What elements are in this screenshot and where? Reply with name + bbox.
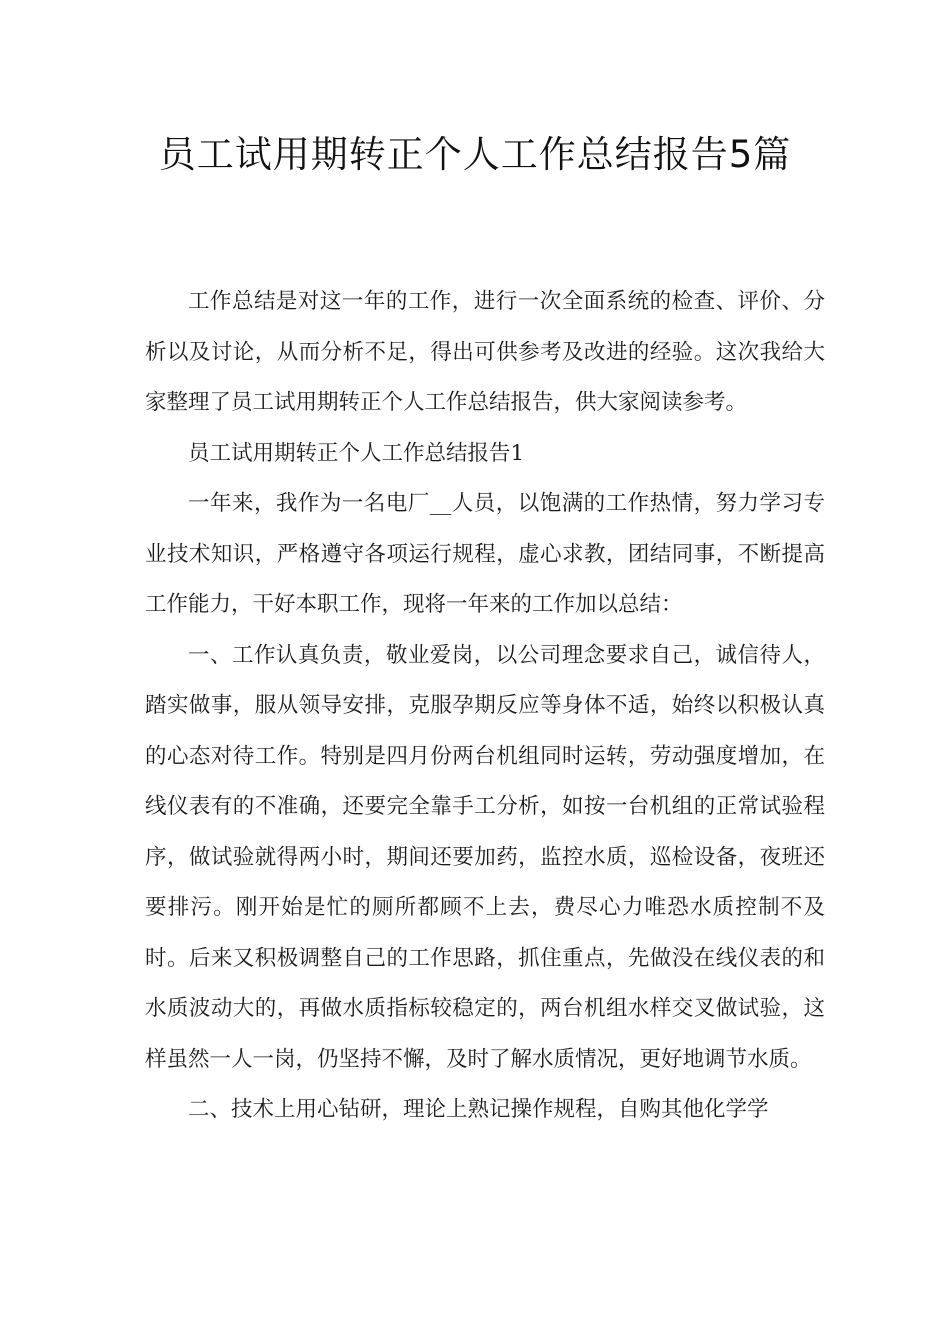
body-paragraph: 二、技术上用心钻研，理论上熟记操作规程，自购其他化学学	[188, 1097, 769, 1122]
document-body	[145, 277, 825, 1136]
body-paragraph: 一年来，我作为一名电厂__人员，以饱满的工作热情，努力学习专业技术知识，严格遵守各项运行规程，虚心求教，团结同事，不断提高工作能力，干好本职工作，现将一年来的工作加以总结：	[145, 491, 825, 617]
section-heading: 员工试用期转正个人工作总结报告1	[188, 440, 525, 466]
intro-paragraph: 工作总结是对这一年的工作，进行一次全面系统的检查、评价、分析以及讨论，从而分析不足，得出可供参考及改进的经验。这次我给大家整理了员工试用期转正个人工作总结报告，供大家阅读参考。	[145, 289, 825, 415]
body-paragraph: 一、工作认真负责，敬业爱岗，以公司理念要求自己，诚信待人，踏实做事，服从领导安排，克服孕期反应等身体不适，始终以积极认真的心态对待工作。特别是四月份两台机组同时运转，劳动强度增加，在线仪表有的不准确，还要完全靠手工分析，如按一台机组的正常试验程序，做试验就得两小时，期间还要加药，监控水质，巡检设备，夜班还要排污。刚开始是忙的厕所都顾不上去，费尽心力唯恐水质控制不及时。后来又积极调整自己的工作思路，抓住重点，先做没在线仪表的和水质波动大的，再做水质指标较稳定的，两台机组水样交叉做试验，这样虽然一人一岗，仍坚持不懈，及时了解水质情况，更好地调节水质。	[145, 642, 825, 1072]
document-title: 员工试用期转正个人工作总结报告5篇	[158, 133, 792, 176]
